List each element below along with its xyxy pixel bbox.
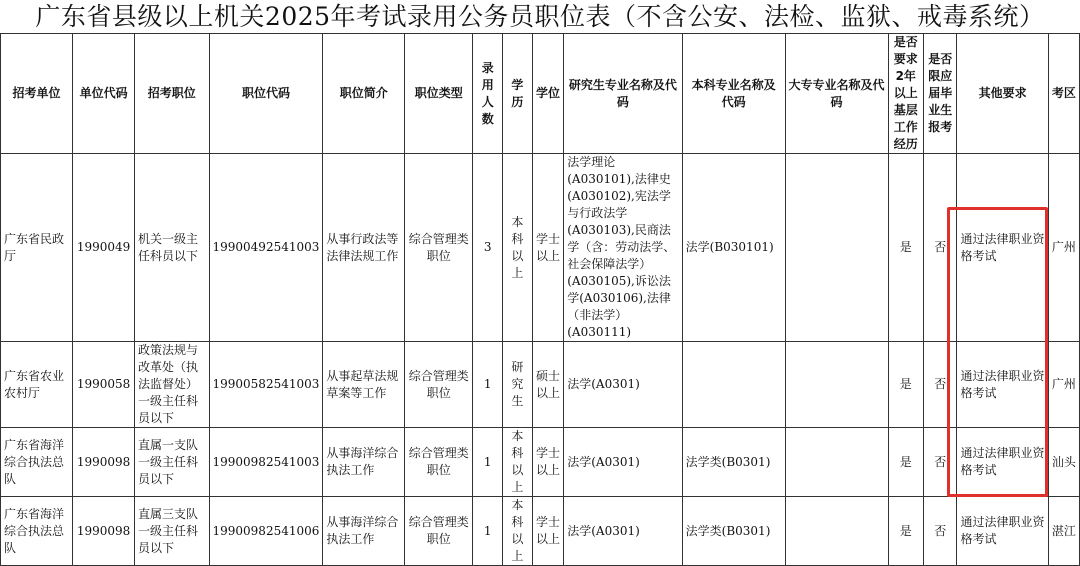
cell-grad-major: 法学(A0301): [564, 497, 682, 566]
header-position-code: 职位代码: [209, 34, 323, 154]
cell-unit: 广东省民政厅: [1, 154, 73, 342]
cell-count: 1: [473, 342, 503, 428]
cell-unit-code: 1990049: [73, 154, 135, 342]
header-other: 其他要求: [957, 34, 1048, 154]
cell-unit-code: 1990098: [73, 428, 135, 497]
cell-degree: 学士以上: [532, 497, 564, 566]
header-area: 考区: [1048, 34, 1079, 154]
cell-area: 汕头: [1048, 428, 1079, 497]
cell-type: 综合管理类职位: [405, 154, 473, 342]
cell-fresh-grad: 否: [923, 428, 956, 497]
cell-type: 综合管理类职位: [405, 428, 473, 497]
cell-type: 综合管理类职位: [405, 497, 473, 566]
header-ug-major: 本科专业名称及代码: [682, 34, 785, 154]
cell-unit: 广东省海洋综合执法总队: [1, 497, 73, 566]
positions-table: [0, 33, 1080, 566]
cell-position: 政策法规与改革处（执法监督处）一级主任科员以下: [135, 342, 209, 428]
cell-position-code: 19900982541003: [209, 428, 323, 497]
cell-edu: 本科以上: [503, 497, 533, 566]
table-row: [1, 497, 1080, 566]
cell-intro: 从事海洋综合执法工作: [323, 428, 405, 497]
header-type: 职位类型: [405, 34, 473, 154]
cell-ug-major: [682, 342, 785, 428]
cell-unit: 广东省海洋综合执法总队: [1, 428, 73, 497]
header-unit: 招考单位: [1, 34, 73, 154]
cell-edu: 研究生: [503, 342, 533, 428]
cell-unit: 广东省农业农村厅: [1, 342, 73, 428]
cell-grassroots: 是: [888, 428, 923, 497]
cell-count: 1: [473, 497, 503, 566]
cell-unit-code: 1990058: [73, 342, 135, 428]
cell-intro: 从事起草法规草案等工作: [323, 342, 405, 428]
cell-count: 1: [473, 428, 503, 497]
cell-grassroots: 是: [888, 154, 923, 342]
cell-other: 通过法律职业资格考试: [957, 428, 1048, 497]
cell-grad-major: 法学(A0301): [564, 428, 682, 497]
cell-area: 广州: [1048, 154, 1079, 342]
cell-count: 3: [473, 154, 503, 342]
header-unit-code: 单位代码: [73, 34, 135, 154]
header-position: 招考职位: [135, 34, 209, 154]
cell-edu: 本科以上: [503, 428, 533, 497]
cell-college-major: [785, 497, 888, 566]
cell-edu: 本科以上: [503, 154, 533, 342]
cell-degree: 学士以上: [532, 154, 564, 342]
cell-position: 机关一级主任科员以下: [135, 154, 209, 342]
cell-position-code: 19900492541003: [209, 154, 323, 342]
cell-college-major: [785, 428, 888, 497]
cell-intro: 从事海洋综合执法工作: [323, 497, 405, 566]
header-count: 录用人数: [473, 34, 503, 154]
cell-type: 综合管理类职位: [405, 342, 473, 428]
table-row: [1, 428, 1080, 497]
cell-position: 直属三支队一级主任科员以下: [135, 497, 209, 566]
cell-other: 通过法律职业资格考试: [957, 497, 1048, 566]
cell-intro: 从事行政法等法律法规工作: [323, 154, 405, 342]
cell-position-code: 19900982541006: [209, 497, 323, 566]
header-grassroots: 是否要求2年以上基层工作经历: [888, 34, 923, 154]
cell-other: 通过法律职业资格考试: [957, 154, 1048, 342]
cell-ug-major: 法学类(B0301): [682, 497, 785, 566]
cell-fresh-grad: 否: [923, 154, 956, 342]
header-college-major: 大专专业名称及代码: [785, 34, 888, 154]
cell-grad-major: 法学(A0301): [564, 342, 682, 428]
table-row: [1, 342, 1080, 428]
cell-fresh-grad: 否: [923, 497, 956, 566]
header-fresh-grad: 是否限应届毕业生报考: [923, 34, 956, 154]
cell-grassroots: 是: [888, 342, 923, 428]
header-grad-major: 研究生专业名称及代码: [564, 34, 682, 154]
header-row: [1, 34, 1080, 154]
cell-ug-major: 法学(B030101): [682, 154, 785, 342]
cell-college-major: [785, 154, 888, 342]
cell-degree: 硕士以上: [532, 342, 564, 428]
header-edu: 学历: [503, 34, 533, 154]
page-title: 广东省县级以上机关2025年考试录用公务员职位表（不含公安、法检、监狱、戒毒系统）: [35, 2, 1045, 31]
cell-position: 直属一支队一级主任科员以下: [135, 428, 209, 497]
header-degree: 学位: [532, 34, 564, 154]
cell-ug-major: 法学类(B0301): [682, 428, 785, 497]
cell-unit-code: 1990098: [73, 497, 135, 566]
cell-college-major: [785, 342, 888, 428]
cell-area: 广州: [1048, 342, 1079, 428]
header-intro: 职位简介: [323, 34, 405, 154]
cell-degree: 学士以上: [532, 428, 564, 497]
cell-grad-major: 法学理论(A030101),法律史(A030102),宪法学与行政法学(A030103),民商法学（含：劳动法学、社会保障法学）(A030105),诉讼法学(A030106),法律（非法学）(A030111): [564, 154, 682, 342]
cell-other: 通过法律职业资格考试: [957, 342, 1048, 428]
table-row: [1, 154, 1080, 342]
cell-area: 湛江: [1048, 497, 1079, 566]
cell-grassroots: 是: [888, 497, 923, 566]
cell-fresh-grad: 否: [923, 342, 956, 428]
cell-position-code: 19900582541003: [209, 342, 323, 428]
